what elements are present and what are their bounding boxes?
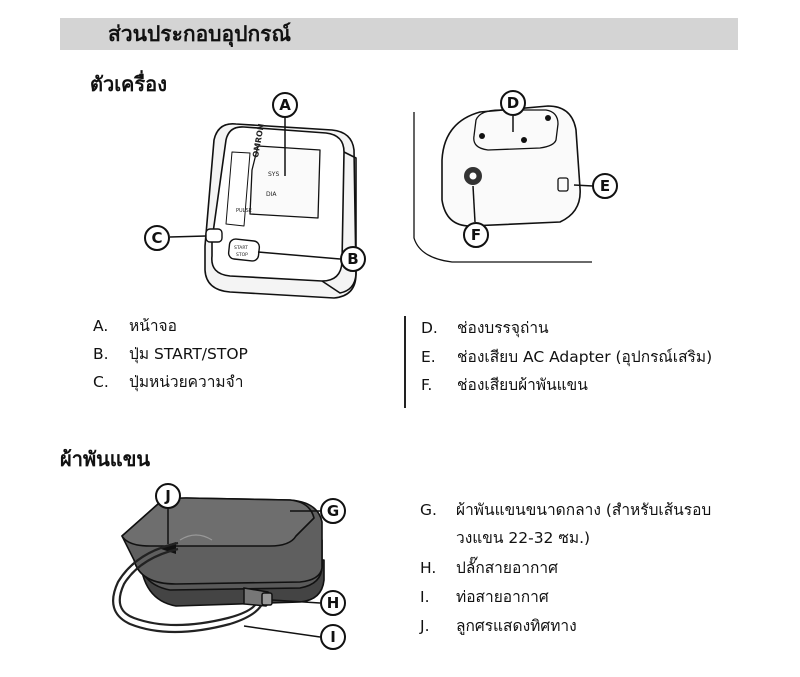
svg-text:I: I <box>330 628 336 646</box>
callout-b <box>341 247 365 271</box>
svg-text:D: D <box>506 94 520 112</box>
callout-e <box>593 174 617 198</box>
list-item-c: C. ปุ่มหน่วยความจำ <box>93 373 244 391</box>
callout-a <box>273 93 297 117</box>
svg-text:B: B <box>347 250 359 268</box>
device-pulse-label: PULSE <box>236 208 252 214</box>
list-item-b: B. ปุ่ม START/STOP <box>93 345 248 363</box>
callout-j <box>156 484 180 508</box>
list-item-d: D. ช่องบรรจุถ่าน <box>421 319 549 337</box>
list-item-j: J. ลูกศรแสดงทิศทาง <box>420 617 577 635</box>
device-brand-label: OMRON <box>251 122 266 159</box>
svg-text:G: G <box>326 502 340 520</box>
monitor-rear-illustration <box>414 106 592 262</box>
svg-text:H: H <box>326 594 340 612</box>
device-sys-label: SYS <box>268 171 280 178</box>
svg-text:F: F <box>470 226 482 244</box>
callout-d <box>501 91 525 115</box>
svg-text:J: J <box>165 487 171 505</box>
callout-g <box>321 499 345 523</box>
callout-c <box>145 226 169 250</box>
cuff-section-title: ผ้าพันแขน <box>60 447 151 471</box>
device-start-label: START <box>234 246 248 251</box>
svg-text:A: A <box>279 96 291 114</box>
callout-h <box>321 591 345 615</box>
svg-text:E: E <box>599 177 611 195</box>
svg-text:C: C <box>151 229 163 247</box>
callout-f <box>464 223 488 247</box>
list-item-g-continued: วงแขน 22-32 ซม.) <box>456 529 591 547</box>
main-unit-title: ตัวเครื่อง <box>90 72 167 96</box>
callout-i <box>321 625 345 649</box>
column-divider <box>404 316 406 408</box>
list-item-a: A. หน้าจอ <box>93 317 177 335</box>
device-dia-label: DIA <box>266 191 277 198</box>
list-item-e: E. ช่องเสียบ AC Adapter (อุปกรณ์เสริม) <box>421 348 713 366</box>
list-item-h: H. ปลั๊กสายอากาศ <box>420 559 558 577</box>
list-item-g: G. ผ้าพันแขนขนาดกลาง (สำหรับเส้นรอบ <box>420 501 712 519</box>
list-item-f: F. ช่องเสียบผ้าพันแขน <box>421 376 588 394</box>
list-item-i: I. ท่อสายอากาศ <box>420 588 549 606</box>
monitor-front-illustration <box>205 124 359 298</box>
device-stop-label: STOP <box>236 253 248 258</box>
page-title: ส่วนประกอบอุปกรณ์ <box>108 22 291 46</box>
